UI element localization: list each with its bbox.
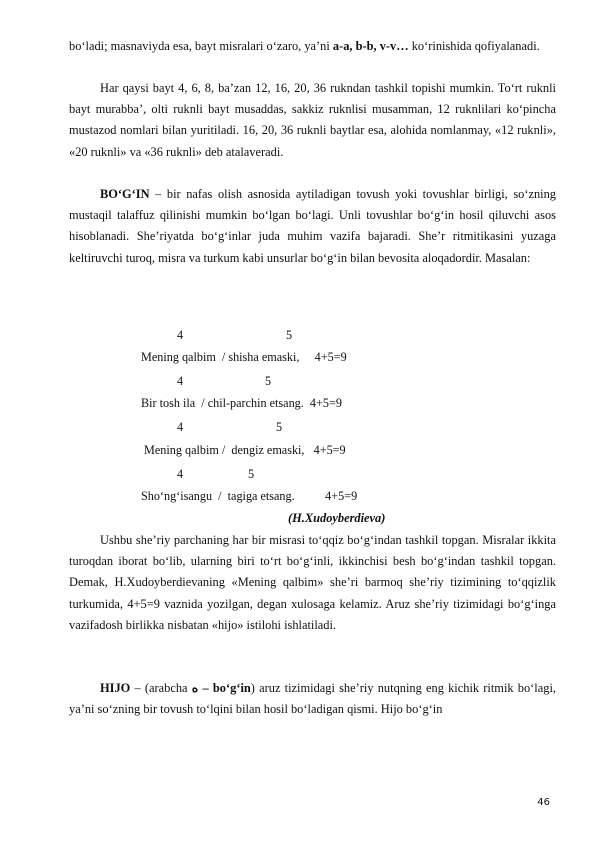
paragraph-1 [69,36,556,57]
p5-text-end: ) aruz tizimidagi she’riy nutqning eng kichik ritmik bo‘lagi, ya’ni so‘zning bir tovush to‘lqini bilan hosil bo‘ladigan qismi. Hijo bo‘g‘in [69,681,556,717]
p1-bold: a-a, b-b, v-v… [332,39,409,53]
paragraph-3 [69,184,556,269]
term-hijo: HIJO [100,681,131,695]
poem-line: Bir tosh ila / chil-parchin etsang. 4+5=9 [141,396,342,410]
p3-text: – bir nafas olish asnosida aytiladigan tovush yoki tovushlar birligi, so‘zning mustaqil talaffuz qilinishi mumkin bo‘lgan bo‘lagi. Unli tovushlar bo‘g‘in hosil qiluvchi asos hisoblanadi. She’riyatda bo‘g‘inlar juda muhim vazifa bajaradi. She’r ritmitikasini yuzaga keltiruvchi turoq, misra va turkum kabi unsurlar bo‘g‘in bilan bevosita aloqadordir. Masalan: [69,187,556,265]
syllable-count: 4 [177,467,184,481]
p5-text: – (arabcha [130,681,192,695]
poem-line: Sho‘ng‘isangu / tagiga etsang. 4+5=9 [141,489,358,503]
syllable-count: 4 [177,374,184,388]
syllable-count: 4 [177,328,184,342]
syllable-count: 5 [276,420,283,434]
p1-text: bo‘ladi; masnaviyda esa, bayt misralari o‘zaro, ya’ni [69,39,333,53]
poem-line: Mening qalbim / dengiz emaski, 4+5=9 [141,443,346,457]
poem-line: Mening qalbim / shisha emaski, 4+5=9 [141,350,347,364]
syllable-count: 4 [177,420,184,434]
paragraph-2: Har qaysi bayt 4, 6, 8, ba’zan 12, 16, 20, 36 rukndan tashkil topishi mumkin. To‘rt ruknli bayt murabba’, olti ruknli bayt musaddas, sakkiz ruknlisi musamman, 12 ruknlilari ko‘pincha mustazod nomlari bilan yuritiladi. 16, 20, 36 ruknli baytlar esa, alohida nomlanmay, «12 ruknli», «20 ruknli» va «36 ruknli» deb atalaveradi. [69,81,556,159]
term-bogin: BO‘G‘IN [100,187,150,201]
page-number: 46 [537,797,550,808]
paragraph-4: Ushbu she’riy parchaning har bir misrasi to‘qqiz bo‘g‘indan tashkil topgan. Misralar ikkita turoqdan iborat bo‘lib, ularning biri to‘rt bo‘g‘inli, ikkinchisi besh bo‘g‘indan tashkil topgan. Demak, H.Xudoyberdievaning «Mening qalbim» she’ri barmoq she’riy tizimining to‘qqizlik turkumida, 4+5=9 vaznida yozilgan, degan xulosaga kelamiz. Aruz she’riy tizimidagi bo‘g‘inga vazifadosh birlikka nisbatan «hijo» istilohi ishlatiladi. [69,533,556,632]
paragraph-5 [69,678,556,720]
p1-text-end: ko‘rinishida qofiyalanadi. [408,39,540,53]
syllable-count: 5 [286,328,293,342]
poem-author: (H.Xudoyberdieva) [288,511,386,525]
syllable-count: 5 [265,374,272,388]
arabic-term: ه – bo‘g‘in [191,681,251,695]
syllable-count: 5 [248,467,255,481]
